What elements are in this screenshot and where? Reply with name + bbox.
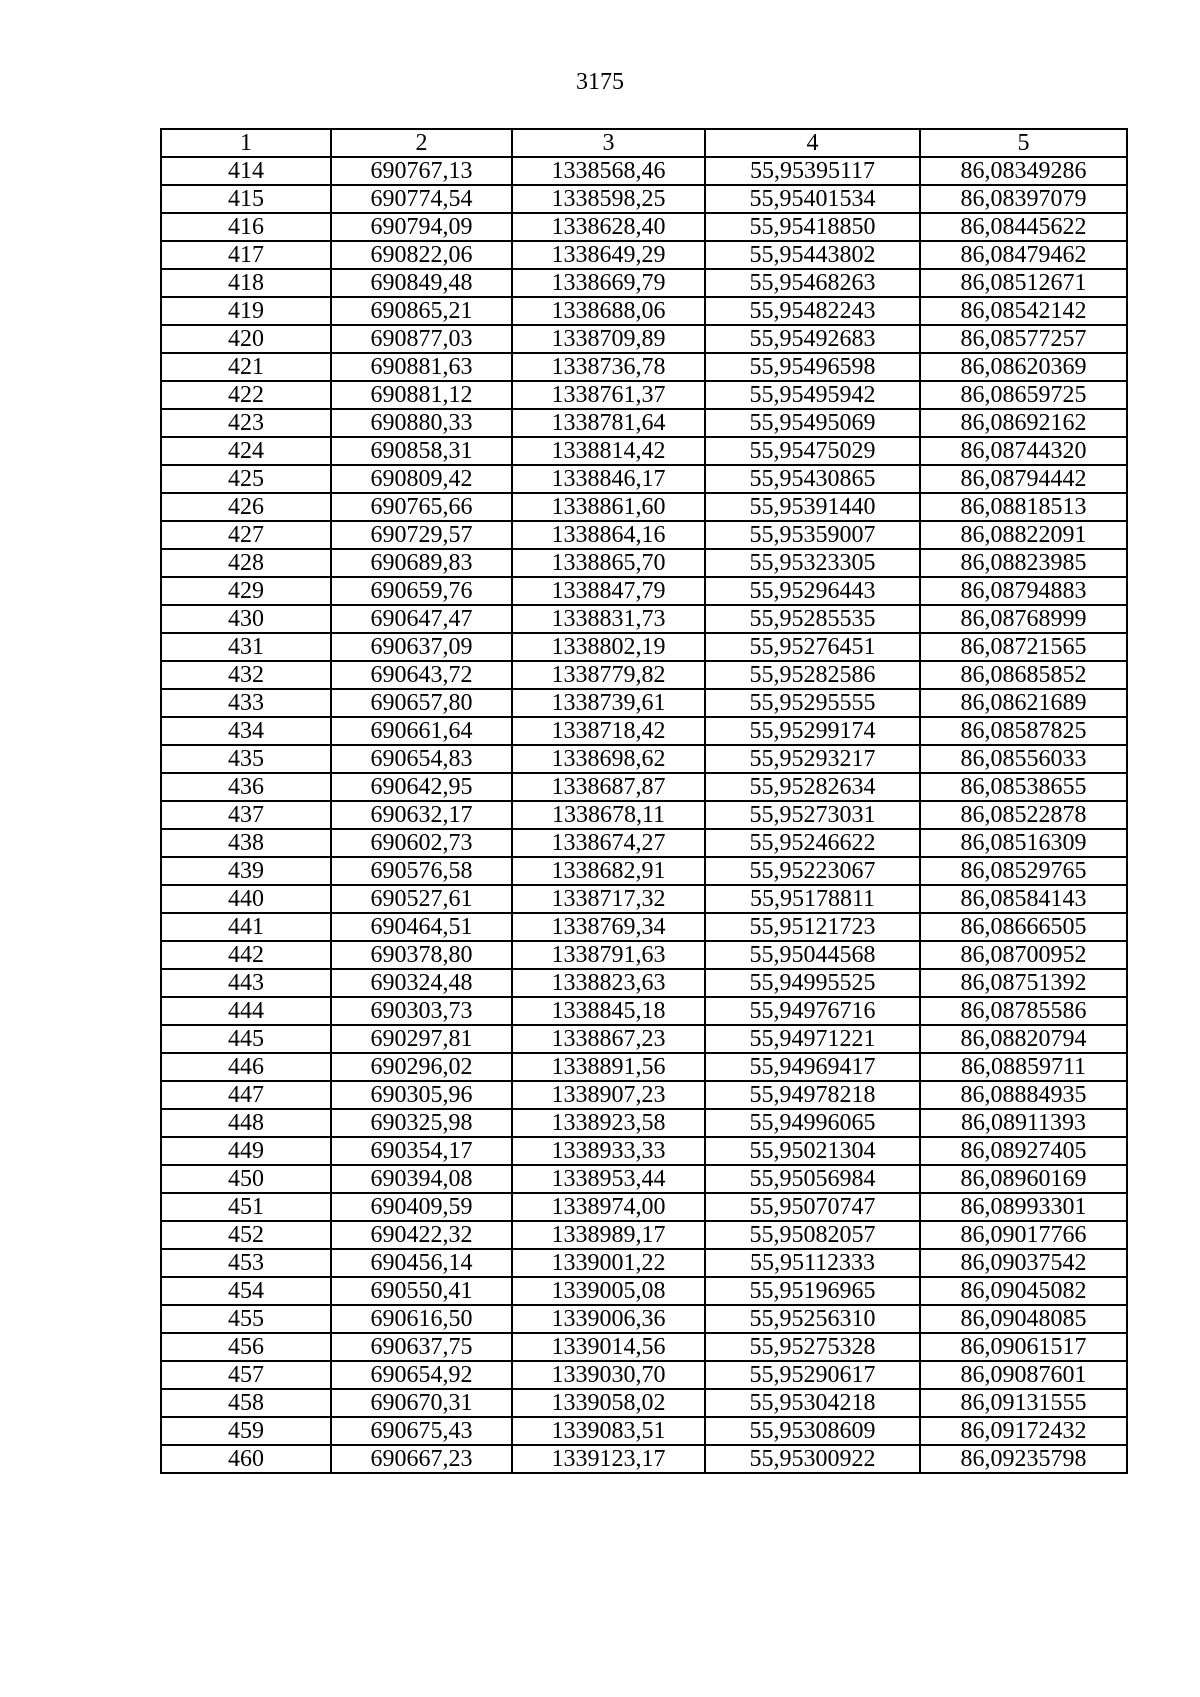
- table-cell: 690296,02: [331, 1053, 512, 1081]
- table-cell: 55,94971221: [705, 1025, 920, 1053]
- table-row: [161, 493, 1127, 521]
- table-cell: 1338831,73: [512, 605, 705, 633]
- table-cell: 423: [161, 409, 331, 437]
- table-cell: 690822,06: [331, 241, 512, 269]
- table-row: [161, 689, 1127, 717]
- table-cell: 55,95070747: [705, 1193, 920, 1221]
- table-cell: 55,95056984: [705, 1165, 920, 1193]
- table-cell: 451: [161, 1193, 331, 1221]
- table-cell: 690602,73: [331, 829, 512, 857]
- table-cell: 690637,75: [331, 1333, 512, 1361]
- table-cell: 86,08700952: [920, 941, 1127, 969]
- table-cell: 55,95273031: [705, 801, 920, 829]
- table-cell: 448: [161, 1109, 331, 1137]
- table-cell: 690632,17: [331, 801, 512, 829]
- table-cell: 55,95282586: [705, 661, 920, 689]
- table-cell: 86,08538655: [920, 773, 1127, 801]
- table-cell: 86,08744320: [920, 437, 1127, 465]
- table-cell: 1338598,25: [512, 185, 705, 213]
- table-cell: 1339058,02: [512, 1389, 705, 1417]
- table-row: [161, 1193, 1127, 1221]
- table-cell: 55,95121723: [705, 913, 920, 941]
- table-row: [161, 1305, 1127, 1333]
- table-cell: 419: [161, 297, 331, 325]
- table-row: [161, 185, 1127, 213]
- table-cell: 690865,21: [331, 297, 512, 325]
- table-cell: 55,95285535: [705, 605, 920, 633]
- table-cell: 1338709,89: [512, 325, 705, 353]
- table-row: [161, 549, 1127, 577]
- table-cell: 1338649,29: [512, 241, 705, 269]
- table-cell: 690456,14: [331, 1249, 512, 1277]
- table-cell: 1338779,82: [512, 661, 705, 689]
- table-cell: 86,08884935: [920, 1081, 1127, 1109]
- table-cell: 55,95482243: [705, 297, 920, 325]
- table-cell: 690642,95: [331, 773, 512, 801]
- table-body: [161, 129, 1127, 1473]
- table-cell: 1338891,56: [512, 1053, 705, 1081]
- table-cell: 86,09087601: [920, 1361, 1127, 1389]
- column-header-2: 2: [331, 129, 512, 157]
- table-cell: 422: [161, 381, 331, 409]
- table-row: [161, 1389, 1127, 1417]
- table-cell: 441: [161, 913, 331, 941]
- table-cell: 453: [161, 1249, 331, 1277]
- table-cell: 690654,83: [331, 745, 512, 773]
- table-cell: 86,08445622: [920, 213, 1127, 241]
- table-cell: 86,08993301: [920, 1193, 1127, 1221]
- page-number: 3175: [576, 69, 624, 95]
- table-cell: 1338864,16: [512, 521, 705, 549]
- table-cell: 1338568,46: [512, 157, 705, 185]
- table-cell: 421: [161, 353, 331, 381]
- table-cell: 55,95496598: [705, 353, 920, 381]
- table-cell: 452: [161, 1221, 331, 1249]
- table-cell: 426: [161, 493, 331, 521]
- table-cell: 1339006,36: [512, 1305, 705, 1333]
- table-cell: 55,95223067: [705, 857, 920, 885]
- table-cell: 86,08529765: [920, 857, 1127, 885]
- table-cell: 1338907,23: [512, 1081, 705, 1109]
- table-cell: 420: [161, 325, 331, 353]
- table-cell: 690464,51: [331, 913, 512, 941]
- table-cell: 55,95300922: [705, 1445, 920, 1473]
- table-cell: 86,08349286: [920, 157, 1127, 185]
- table-cell: 1338698,62: [512, 745, 705, 773]
- table-cell: 446: [161, 1053, 331, 1081]
- table-cell: 415: [161, 185, 331, 213]
- table-cell: 86,08587825: [920, 717, 1127, 745]
- table-cell: 457: [161, 1361, 331, 1389]
- table-row: [161, 465, 1127, 493]
- table-row: [161, 997, 1127, 1025]
- table-row: [161, 1025, 1127, 1053]
- table-row: [161, 1249, 1127, 1277]
- table-cell: 1338674,27: [512, 829, 705, 857]
- table-cell: 690409,59: [331, 1193, 512, 1221]
- table-cell: 1338781,64: [512, 409, 705, 437]
- table-cell: 86,08794883: [920, 577, 1127, 605]
- table-row: [161, 1053, 1127, 1081]
- table-cell: 690550,41: [331, 1277, 512, 1305]
- table-row: [161, 437, 1127, 465]
- table-cell: 429: [161, 577, 331, 605]
- table-cell: 55,95295555: [705, 689, 920, 717]
- table-cell: 1339123,17: [512, 1445, 705, 1473]
- table-cell: 690858,31: [331, 437, 512, 465]
- table-cell: 55,95401534: [705, 185, 920, 213]
- table-cell: 690809,42: [331, 465, 512, 493]
- table-row: [161, 1277, 1127, 1305]
- table-cell: 1338974,00: [512, 1193, 705, 1221]
- table-header-row: [161, 129, 1127, 157]
- table-cell: 86,08522878: [920, 801, 1127, 829]
- table-row: [161, 829, 1127, 857]
- table-cell: 55,95296443: [705, 577, 920, 605]
- table-cell: 690881,63: [331, 353, 512, 381]
- table-row: [161, 1445, 1127, 1473]
- table-cell: 55,95430865: [705, 465, 920, 493]
- table-cell: 1338688,06: [512, 297, 705, 325]
- table-cell: 55,95282634: [705, 773, 920, 801]
- table-row: [161, 1361, 1127, 1389]
- table-cell: 1338736,78: [512, 353, 705, 381]
- table-row: [161, 409, 1127, 437]
- table-row: [161, 857, 1127, 885]
- table-cell: 86,08666505: [920, 913, 1127, 941]
- table-cell: 690794,09: [331, 213, 512, 241]
- table-cell: 418: [161, 269, 331, 297]
- table-cell: 1339001,22: [512, 1249, 705, 1277]
- table-cell: 690774,54: [331, 185, 512, 213]
- table-cell: 690877,03: [331, 325, 512, 353]
- table-cell: 86,09172432: [920, 1417, 1127, 1445]
- table-cell: 416: [161, 213, 331, 241]
- table-cell: 454: [161, 1277, 331, 1305]
- table-row: [161, 913, 1127, 941]
- table-cell: 437: [161, 801, 331, 829]
- table-cell: 86,08542142: [920, 297, 1127, 325]
- table-row: [161, 381, 1127, 409]
- table-cell: 86,08397079: [920, 185, 1127, 213]
- table-cell: 690637,09: [331, 633, 512, 661]
- table-cell: 690647,47: [331, 605, 512, 633]
- table-cell: 55,95082057: [705, 1221, 920, 1249]
- table-cell: 690667,23: [331, 1445, 512, 1473]
- table-cell: 55,94995525: [705, 969, 920, 997]
- table-cell: 86,09061517: [920, 1333, 1127, 1361]
- table-cell: 55,95178811: [705, 885, 920, 913]
- table-cell: 86,08512671: [920, 269, 1127, 297]
- table-cell: 55,95256310: [705, 1305, 920, 1333]
- table-cell: 430: [161, 605, 331, 633]
- table-row: [161, 885, 1127, 913]
- table-row: [161, 157, 1127, 185]
- table-cell: 55,95021304: [705, 1137, 920, 1165]
- table-cell: 690881,12: [331, 381, 512, 409]
- table-cell: 1338718,42: [512, 717, 705, 745]
- table-cell: 55,95323305: [705, 549, 920, 577]
- table-cell: 436: [161, 773, 331, 801]
- table-cell: 1338865,70: [512, 549, 705, 577]
- table-cell: 55,95359007: [705, 521, 920, 549]
- column-header-5: 5: [920, 129, 1127, 157]
- table-cell: 449: [161, 1137, 331, 1165]
- table-cell: 456: [161, 1333, 331, 1361]
- table-row: [161, 241, 1127, 269]
- table-cell: 86,09037542: [920, 1249, 1127, 1277]
- table-cell: 1338739,61: [512, 689, 705, 717]
- table-cell: 440: [161, 885, 331, 913]
- table-cell: 458: [161, 1389, 331, 1417]
- table-cell: 690394,08: [331, 1165, 512, 1193]
- table-cell: 447: [161, 1081, 331, 1109]
- table-row: [161, 269, 1127, 297]
- table-row: [161, 1109, 1127, 1137]
- table-cell: 86,08911393: [920, 1109, 1127, 1137]
- table-cell: 55,95304218: [705, 1389, 920, 1417]
- table-cell: 86,08794442: [920, 465, 1127, 493]
- table-cell: 55,95246622: [705, 829, 920, 857]
- table-cell: 690576,58: [331, 857, 512, 885]
- column-header-3: 3: [512, 129, 705, 157]
- table-cell: 1338846,17: [512, 465, 705, 493]
- table-cell: 86,08620369: [920, 353, 1127, 381]
- table-cell: 86,08823985: [920, 549, 1127, 577]
- table-cell: 690527,61: [331, 885, 512, 913]
- table-cell: 55,95276451: [705, 633, 920, 661]
- table-cell: 55,94969417: [705, 1053, 920, 1081]
- table-cell: 690616,50: [331, 1305, 512, 1333]
- table-cell: 428: [161, 549, 331, 577]
- table-cell: 1338791,63: [512, 941, 705, 969]
- table-cell: 55,94978218: [705, 1081, 920, 1109]
- table-cell: 443: [161, 969, 331, 997]
- table-row: [161, 213, 1127, 241]
- table-cell: 86,08768999: [920, 605, 1127, 633]
- table-cell: 86,08751392: [920, 969, 1127, 997]
- table-cell: 1339014,56: [512, 1333, 705, 1361]
- table-row: [161, 773, 1127, 801]
- table-row: [161, 717, 1127, 745]
- table-cell: 55,95044568: [705, 941, 920, 969]
- table-cell: 55,95275328: [705, 1333, 920, 1361]
- column-header-4: 4: [705, 129, 920, 157]
- table-cell: 690880,33: [331, 409, 512, 437]
- table-cell: 86,08927405: [920, 1137, 1127, 1165]
- table-cell: 1338861,60: [512, 493, 705, 521]
- coordinates-table: [160, 128, 1128, 1474]
- table-cell: 55,95443802: [705, 241, 920, 269]
- table-cell: 450: [161, 1165, 331, 1193]
- table-cell: 55,95492683: [705, 325, 920, 353]
- table-cell: 690422,32: [331, 1221, 512, 1249]
- table-row: [161, 325, 1127, 353]
- table-cell: 1338923,58: [512, 1109, 705, 1137]
- table-cell: 55,95391440: [705, 493, 920, 521]
- table-cell: 439: [161, 857, 331, 885]
- table-cell: 690303,73: [331, 997, 512, 1025]
- table-cell: 690659,76: [331, 577, 512, 605]
- table-cell: 690849,48: [331, 269, 512, 297]
- table-cell: 86,09131555: [920, 1389, 1127, 1417]
- table-cell: 690305,96: [331, 1081, 512, 1109]
- table-cell: 442: [161, 941, 331, 969]
- table-row: [161, 605, 1127, 633]
- table-cell: 55,95418850: [705, 213, 920, 241]
- table-cell: 1339005,08: [512, 1277, 705, 1305]
- table-row: [161, 1221, 1127, 1249]
- table-cell: 1338761,37: [512, 381, 705, 409]
- table-cell: 86,08818513: [920, 493, 1127, 521]
- table-cell: 86,08659725: [920, 381, 1127, 409]
- table-cell: 445: [161, 1025, 331, 1053]
- table-cell: 55,95196965: [705, 1277, 920, 1305]
- table-cell: 424: [161, 437, 331, 465]
- table-cell: 86,08685852: [920, 661, 1127, 689]
- table-row: [161, 577, 1127, 605]
- table-cell: 690654,92: [331, 1361, 512, 1389]
- table-cell: 434: [161, 717, 331, 745]
- table-row: [161, 1137, 1127, 1165]
- table-cell: 425: [161, 465, 331, 493]
- table-cell: 55,95308609: [705, 1417, 920, 1445]
- table-cell: 1338669,79: [512, 269, 705, 297]
- table-cell: 417: [161, 241, 331, 269]
- table-cell: 432: [161, 661, 331, 689]
- table-cell: 1338769,34: [512, 913, 705, 941]
- table-cell: 86,08960169: [920, 1165, 1127, 1193]
- table-cell: 460: [161, 1445, 331, 1473]
- table-row: [161, 1081, 1127, 1109]
- table-cell: 86,08820794: [920, 1025, 1127, 1053]
- table-cell: 86,08721565: [920, 633, 1127, 661]
- table-cell: 1338847,79: [512, 577, 705, 605]
- table-cell: 86,08859711: [920, 1053, 1127, 1081]
- table-cell: 1338628,40: [512, 213, 705, 241]
- column-header-1: 1: [161, 129, 331, 157]
- table-cell: 690765,66: [331, 493, 512, 521]
- table-cell: 690689,83: [331, 549, 512, 577]
- table-cell: 86,08516309: [920, 829, 1127, 857]
- table-cell: 55,94996065: [705, 1109, 920, 1137]
- table-cell: 690378,80: [331, 941, 512, 969]
- table-cell: 690354,17: [331, 1137, 512, 1165]
- table-cell: 438: [161, 829, 331, 857]
- table-cell: 444: [161, 997, 331, 1025]
- table-cell: 86,08785586: [920, 997, 1127, 1025]
- table-cell: 690661,64: [331, 717, 512, 745]
- table-cell: 690675,43: [331, 1417, 512, 1445]
- table-cell: 55,95468263: [705, 269, 920, 297]
- table-cell: 55,95290617: [705, 1361, 920, 1389]
- table-cell: 86,08584143: [920, 885, 1127, 913]
- table-cell: 427: [161, 521, 331, 549]
- table-cell: 1338678,11: [512, 801, 705, 829]
- table-row: [161, 941, 1127, 969]
- table-cell: 1338933,33: [512, 1137, 705, 1165]
- table-cell: 435: [161, 745, 331, 773]
- table-cell: 1338682,91: [512, 857, 705, 885]
- table-cell: 86,09048085: [920, 1305, 1127, 1333]
- table-row: [161, 745, 1127, 773]
- table-cell: 1338687,87: [512, 773, 705, 801]
- table-cell: 1338814,42: [512, 437, 705, 465]
- table-cell: 690325,98: [331, 1109, 512, 1137]
- table-row: [161, 1417, 1127, 1445]
- table-row: [161, 661, 1127, 689]
- table-row: [161, 633, 1127, 661]
- table-cell: 690657,80: [331, 689, 512, 717]
- table-cell: 690729,57: [331, 521, 512, 549]
- table-cell: 1338717,32: [512, 885, 705, 913]
- table-row: [161, 801, 1127, 829]
- table-cell: 86,08621689: [920, 689, 1127, 717]
- table-row: [161, 1165, 1127, 1193]
- table-cell: 690324,48: [331, 969, 512, 997]
- table-cell: 433: [161, 689, 331, 717]
- table-cell: 86,08822091: [920, 521, 1127, 549]
- table-cell: 459: [161, 1417, 331, 1445]
- table-cell: 1338823,63: [512, 969, 705, 997]
- table-cell: 55,95495942: [705, 381, 920, 409]
- table-cell: 690643,72: [331, 661, 512, 689]
- table-cell: 86,08692162: [920, 409, 1127, 437]
- table-cell: 55,95299174: [705, 717, 920, 745]
- table-cell: 55,95112333: [705, 1249, 920, 1277]
- table-cell: 1338845,18: [512, 997, 705, 1025]
- table-cell: 455: [161, 1305, 331, 1333]
- table-cell: 1339030,70: [512, 1361, 705, 1389]
- table-row: [161, 521, 1127, 549]
- table-cell: 55,95495069: [705, 409, 920, 437]
- table-cell: 1338802,19: [512, 633, 705, 661]
- table-cell: 1339083,51: [512, 1417, 705, 1445]
- table-row: [161, 353, 1127, 381]
- table-cell: 1338953,44: [512, 1165, 705, 1193]
- table-cell: 86,09045082: [920, 1277, 1127, 1305]
- table-row: [161, 297, 1127, 325]
- table-row: [161, 969, 1127, 997]
- table-cell: 55,95475029: [705, 437, 920, 465]
- table-cell: 86,09235798: [920, 1445, 1127, 1473]
- table-cell: 431: [161, 633, 331, 661]
- table-cell: 55,95293217: [705, 745, 920, 773]
- table-cell: 690767,13: [331, 157, 512, 185]
- table-cell: 690670,31: [331, 1389, 512, 1417]
- table-cell: 86,09017766: [920, 1221, 1127, 1249]
- table-cell: 86,08479462: [920, 241, 1127, 269]
- table-cell: 1338867,23: [512, 1025, 705, 1053]
- table-cell: 414: [161, 157, 331, 185]
- table-row: [161, 1333, 1127, 1361]
- table-cell: 690297,81: [331, 1025, 512, 1053]
- table-cell: 55,94976716: [705, 997, 920, 1025]
- table-cell: 86,08577257: [920, 325, 1127, 353]
- table-cell: 1338989,17: [512, 1221, 705, 1249]
- table-cell: 86,08556033: [920, 745, 1127, 773]
- table-cell: 55,95395117: [705, 157, 920, 185]
